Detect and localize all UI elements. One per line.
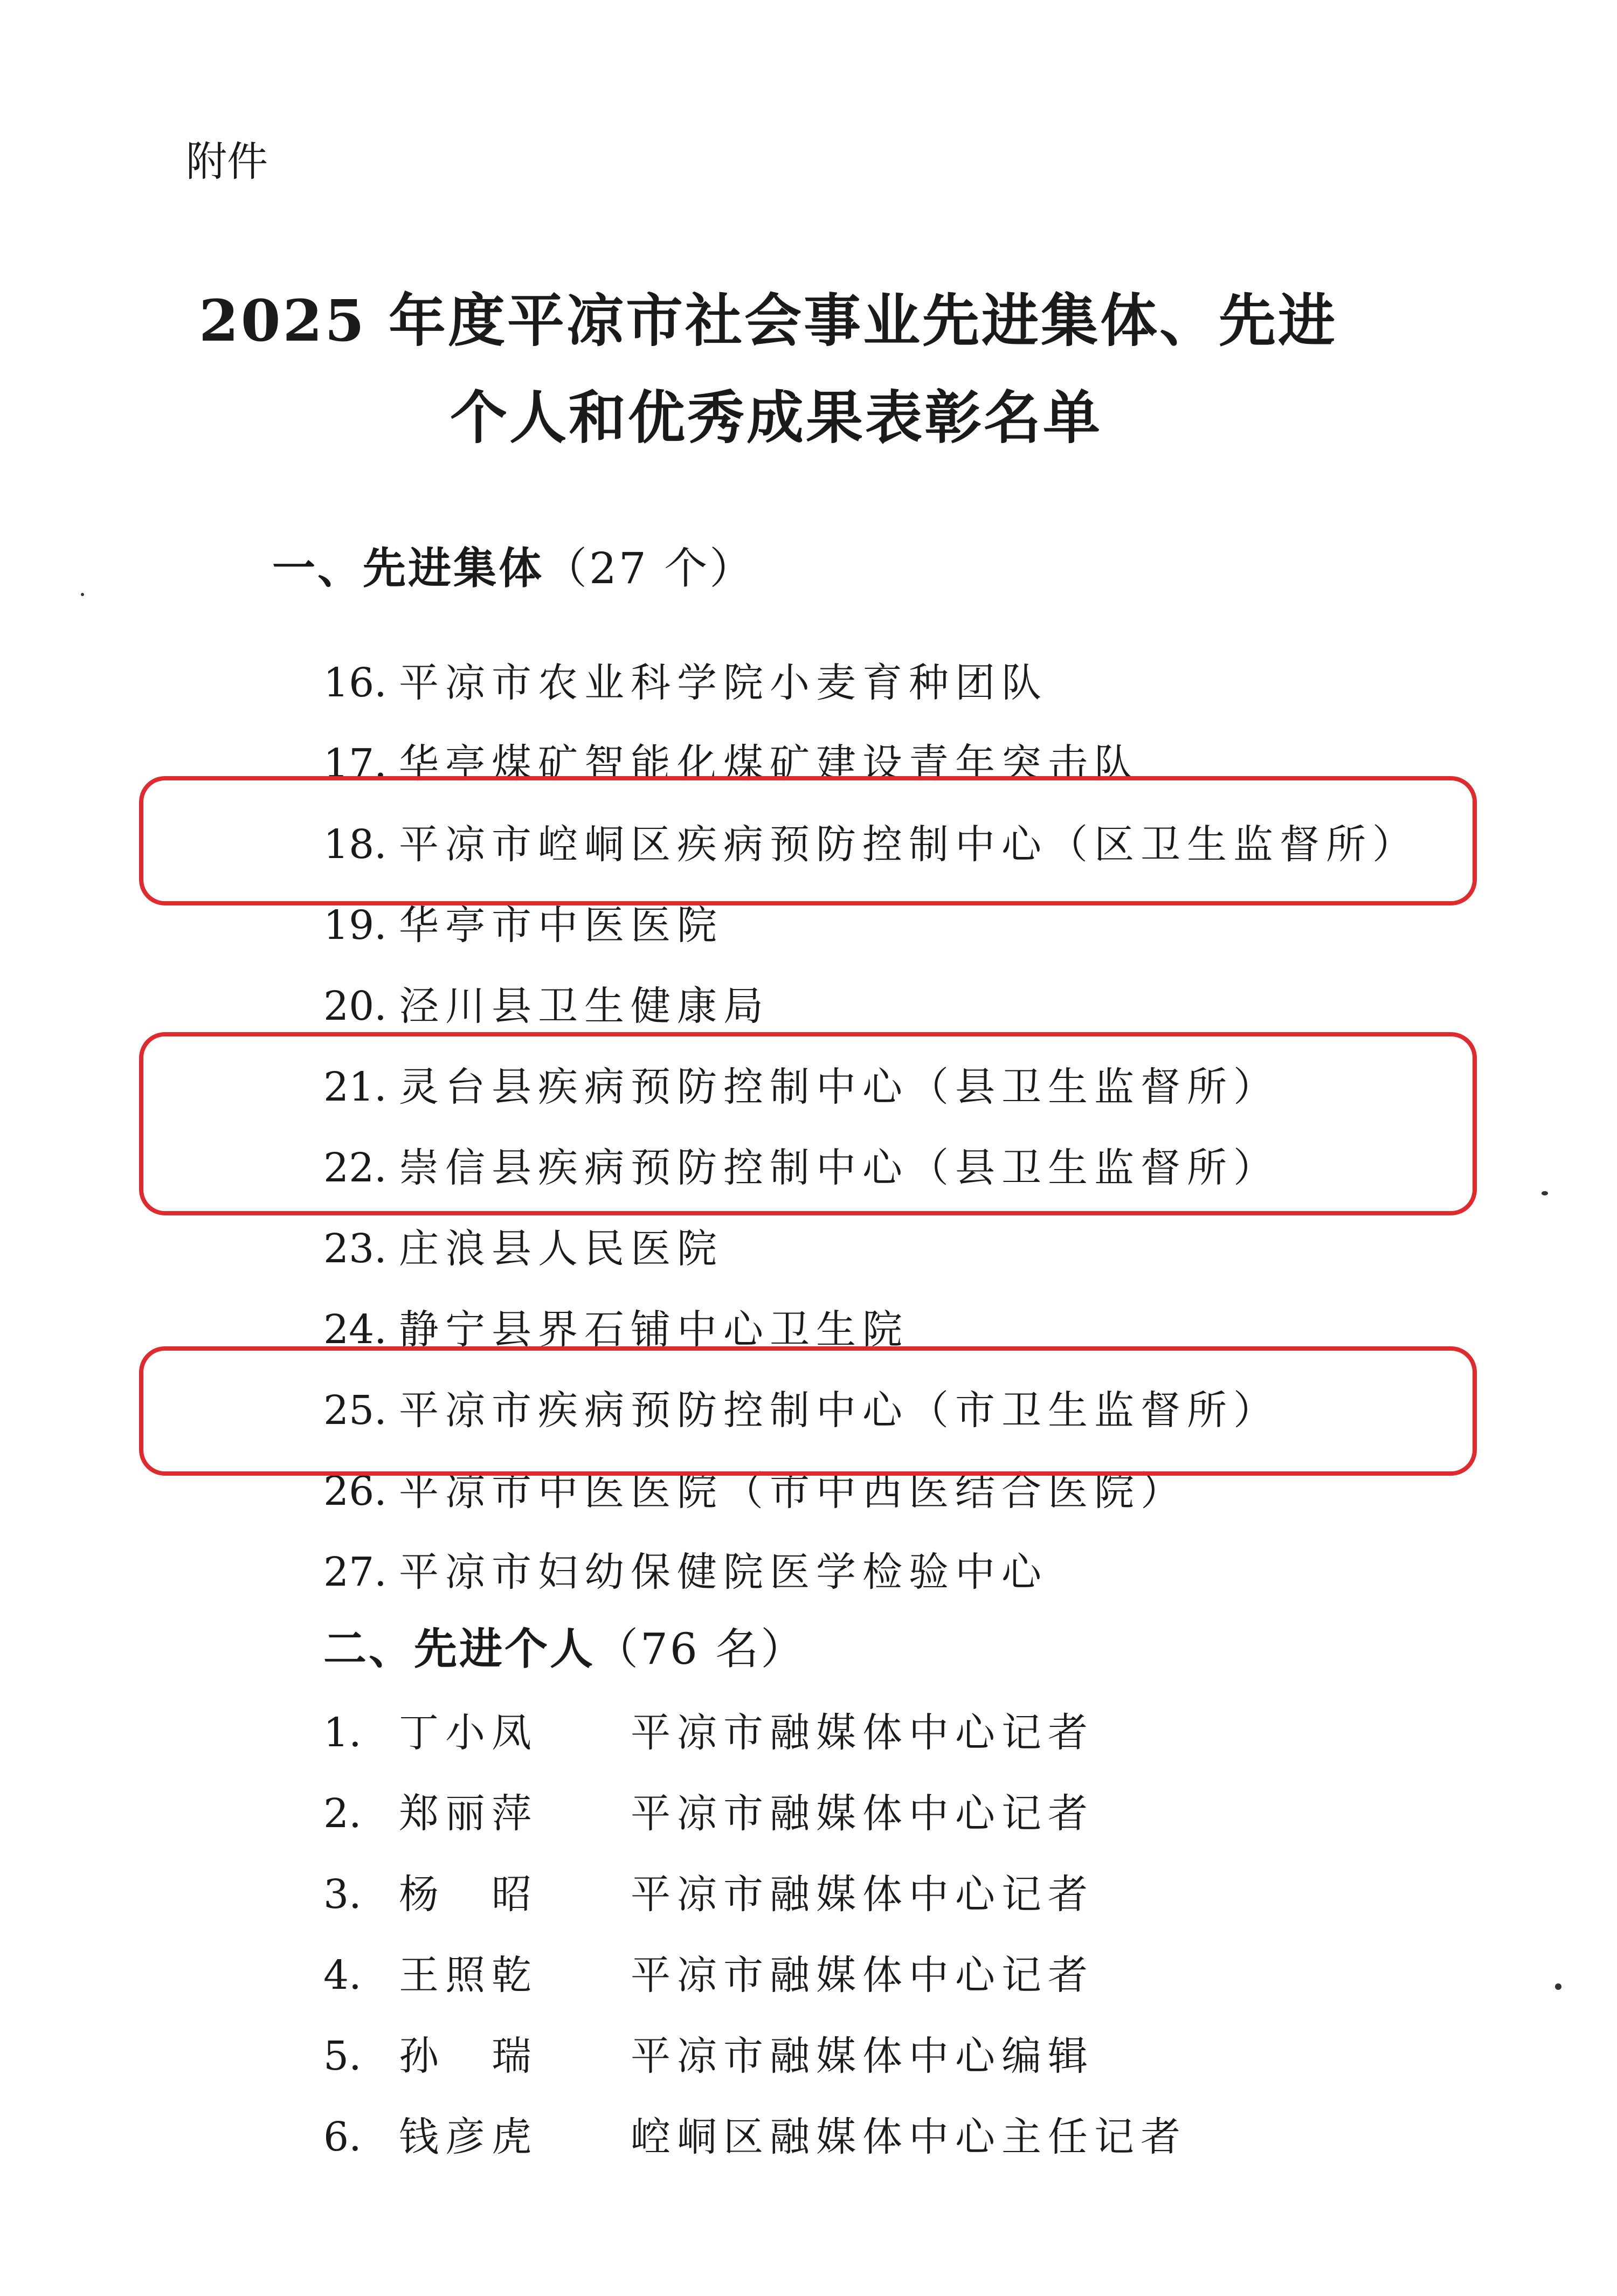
item-number: 1. [323,1710,362,1756]
list-item [323,977,770,1036]
item-number: 17. [323,741,387,787]
person-name: 钱彦虎 [399,2114,538,2160]
item-number: 2. [323,1790,362,1837]
item-number: 24. [323,1306,387,1353]
highlight-box-item-18 [139,776,1477,905]
item-number: 25. [323,1387,387,1434]
item-text: 灵台县疾病预防控制中心（县卫生监督所） [399,1064,1280,1110]
highlight-box-item-25 [139,1346,1477,1476]
scan-speck [81,593,84,596]
person-organization: 崆峒区融媒体中心主任记者 [631,2114,1187,2160]
item-number: 18. [323,821,387,868]
list-item [323,653,1048,713]
item-number: 21. [323,1064,387,1110]
item-text: 平凉市农业科学院小麦育种团队 [399,660,1048,706]
item-number: 16. [323,660,387,706]
scan-speck [1555,1983,1561,1990]
list-item [323,1784,1094,1843]
item-text: 华亭煤矿智能化煤矿建设青年突击队 [399,741,1141,787]
list-item [323,1946,1094,2005]
item-number: 4. [323,1952,362,1998]
list-item [323,1543,1048,1602]
item-text: 崇信县疾病预防控制中心（县卫生监督所） [399,1145,1280,1191]
item-text: 静宁县界石铺中心卫生院 [399,1306,909,1353]
item-number: 23. [323,1226,387,1272]
item-number: 26. [323,1468,387,1514]
section2-heading-text: 二、先进个人 [323,1624,595,1674]
item-number: 6. [323,2114,362,2160]
item-number: 20. [323,983,387,1029]
person-organization: 平凉市融媒体中心编辑 [631,2033,1094,2079]
item-number: 27. [323,1549,387,1595]
item-text: 泾川县卫生健康局 [399,983,770,1029]
list-item [323,1703,1094,1762]
item-text: 平凉市疾病预防控制中心（市卫生监督所） [399,1387,1280,1434]
document-title-line2: 个人和优秀成果表彰名单 [450,384,1102,451]
item-text: 华亭市中医医院 [399,902,723,949]
scan-speck [1542,1191,1548,1195]
person-name: 杨 昭 [399,1871,538,1918]
person-organization: 平凉市融媒体中心记者 [631,1790,1094,1837]
person-name: 王照乾 [399,1952,538,1998]
person-name: 丁小凤 [399,1710,538,1756]
person-organization: 平凉市融媒体中心记者 [631,1710,1094,1756]
document-title-line1: 2025 年度平凉市社会事业先进集体、先进 [199,287,1337,354]
list-item [323,1865,1094,1924]
item-number: 22. [323,1145,387,1191]
person-organization: 平凉市融媒体中心记者 [631,1871,1094,1918]
person-organization: 平凉市融媒体中心记者 [631,1952,1094,1998]
section-heading-advanced-collectives [272,542,755,596]
item-text: 平凉市崆峒区疾病预防控制中心（区卫生监督所） [399,821,1419,868]
list-item [323,2027,1094,2086]
item-number: 19. [323,902,387,949]
item-number: 5. [323,2033,362,2079]
attachment-label: 附件 [186,137,268,185]
person-name: 孙 瑞 [399,2033,538,2079]
section2-count: （76 名） [595,1624,806,1674]
section-heading-advanced-individuals [323,1622,806,1676]
section1-count: （27 个） [544,543,755,593]
list-item [323,1219,723,1278]
item-text: 平凉市中医医院（市中西医结合医院） [399,1468,1187,1514]
person-name: 郑丽萍 [399,1790,538,1837]
section1-heading-text: 一、先进集体 [272,543,544,593]
highlight-box-items-21-22 [139,1032,1477,1215]
list-item [323,2107,1187,2167]
item-text: 庄浪县人民医院 [399,1226,723,1272]
item-text: 平凉市妇幼保健院医学检验中心 [399,1549,1048,1595]
item-number: 3. [323,1871,362,1918]
